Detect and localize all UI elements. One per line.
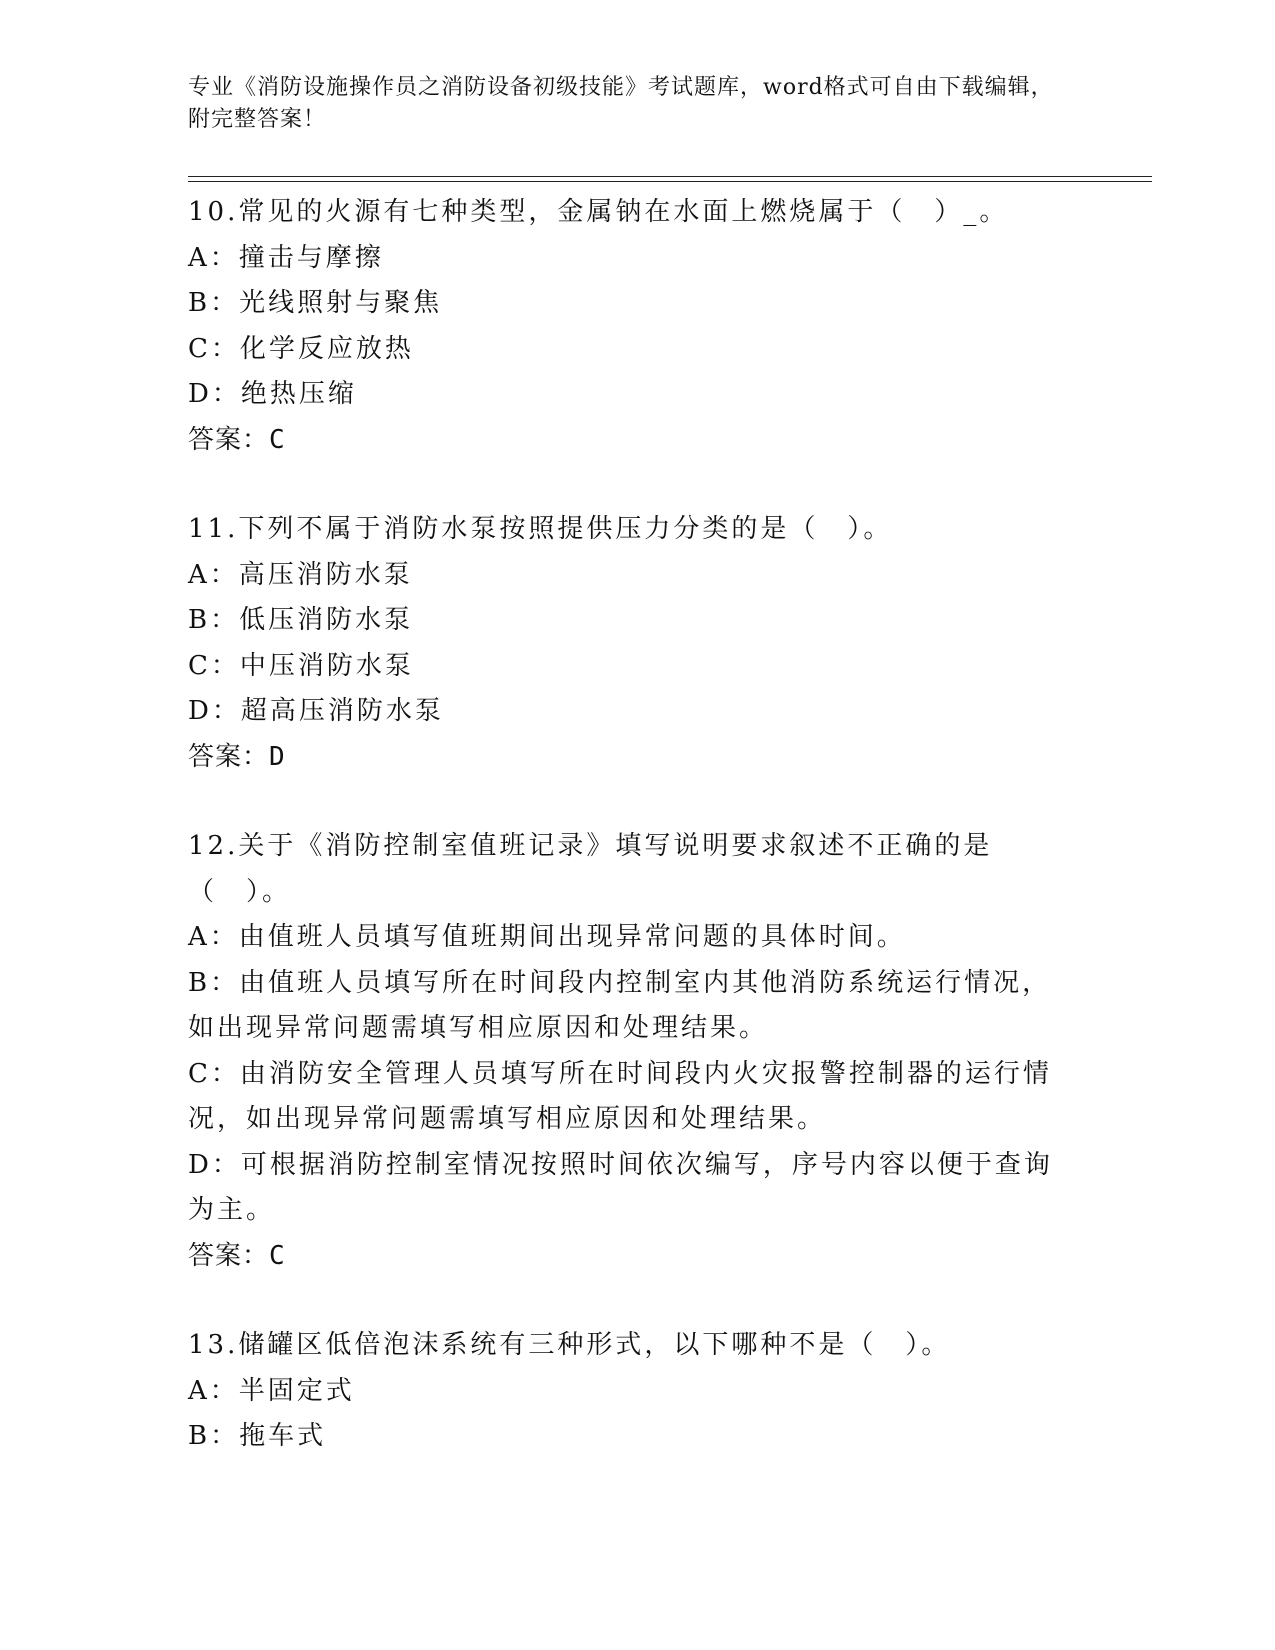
answer-value: C [269, 424, 286, 455]
option-c: C：由消防安全管理人员填写所在时间段内火灾报警控制器的运行情况，如出现异常问题需填写相应原因和处理结果。 [188, 1058, 1052, 1134]
question-10 [188, 190, 1068, 463]
question-stem: 12.关于《消防控制室值班记录》填写说明要求叙述不正确的是（ ）。 [188, 831, 993, 907]
question-stem: 10.常见的火源有七种类型，金属钠在水面上燃烧属于（ ）_。 [188, 197, 1009, 227]
answer-line [188, 735, 1068, 781]
document-intro: 专业《消防设施操作员之消防设备初级技能》考试题库，word格式可自由下载编辑，附完整答案！ [188, 75, 1054, 132]
answer-value: D [269, 741, 286, 772]
option-a: A：半固定式 [188, 1375, 355, 1406]
option-b: B：低压消防水泵 [188, 605, 414, 635]
question-11 [188, 507, 1068, 780]
answer-line [188, 1234, 1068, 1280]
question-stem: 11.下列不属于消防水泵按照提供压力分类的是（ ）。 [188, 514, 893, 544]
question-13 [188, 1323, 1068, 1460]
answer-line [188, 418, 1068, 464]
option-d: D：超高压消防水泵 [188, 696, 444, 726]
option-c: C：化学反应放热 [188, 333, 414, 364]
answer-label: 答案： [188, 1240, 270, 1271]
option-d: D：绝热压缩 [188, 379, 357, 409]
question-stem: 13.储罐区低倍泡沫系统有三种形式，以下哪种不是（ ）。 [188, 1330, 951, 1360]
option-b: B：拖车式 [188, 1421, 327, 1451]
option-a: A：撞击与摩擦 [188, 242, 384, 273]
option-a: A：由值班人员填写值班期间出现异常问题的具体时间。 [188, 922, 906, 952]
answer-value: C [269, 1240, 286, 1271]
question-list [188, 190, 1068, 1504]
question-12 [188, 824, 1068, 1279]
option-c: C：中压消防水泵 [188, 650, 414, 681]
option-b: B：光线照射与聚焦 [188, 288, 443, 318]
option-a: A：高压消防水泵 [188, 559, 413, 590]
header-divider-top [188, 176, 1152, 177]
option-d: D：可根据消防控制室情况按照时间依次编写，序号内容以便于查询为主。 [188, 1149, 1053, 1225]
option-b: B：由值班人员填写所在时间段内控制室内其他消防系统运行情况，如出现异常问题需填写相应原因和处理结果。 [188, 967, 1052, 1043]
answer-label: 答案： [188, 424, 270, 455]
answer-label: 答案： [188, 741, 270, 772]
header-divider-bottom [188, 181, 1152, 182]
